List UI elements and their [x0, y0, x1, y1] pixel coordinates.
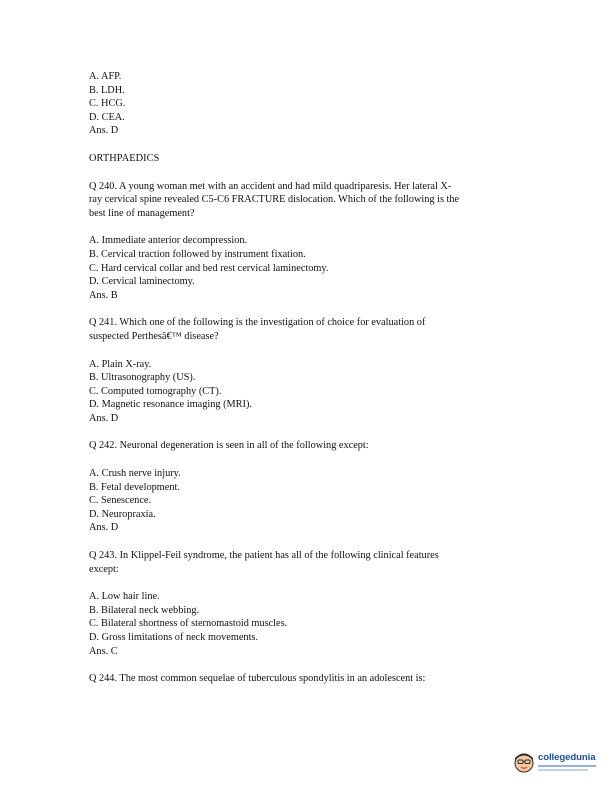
previous-question-options: [89, 70, 529, 138]
question-text: Q 244. The most common sequelae of tuberculous spondylitis in an adolescent is:: [89, 673, 426, 685]
question-block: [89, 316, 529, 425]
question-text: except:: [89, 563, 119, 575]
option: C. Computed tomography (CT).: [89, 385, 222, 397]
question-text: Q 241. Which one of the following is the investigation of choice for evaluation of: [89, 317, 426, 329]
option: B. Cervical traction followed by instrument fixation.: [89, 248, 306, 260]
option: B. Bilateral neck webbing.: [89, 604, 200, 616]
option: D. Cervical laminectomy.: [89, 276, 195, 288]
collegedunia-mascot-icon: [512, 750, 536, 774]
option: B. Ultrasonography (US).: [89, 372, 196, 384]
question-text: ray cervical spine revealed C5-C6 FRACTURE dislocation. Which of the following is the: [89, 194, 460, 206]
option: C. Senescence.: [89, 495, 152, 507]
question-text: suspected Perthesâ€™ disease?: [89, 330, 219, 342]
question-text: best line of management?: [89, 207, 195, 219]
logo-tagline-bar: [538, 769, 588, 771]
option: A. Crush nerve injury.: [89, 468, 181, 480]
answer: Ans. B: [89, 289, 118, 301]
option: A. Plain X-ray.: [89, 358, 152, 370]
option: B. Fetal development.: [89, 481, 180, 493]
question-block: [89, 439, 529, 535]
option: D. Neuropraxia.: [89, 508, 156, 520]
document-page: [89, 70, 529, 686]
option: C. HCG.: [89, 98, 126, 110]
answer: Ans. C: [89, 645, 118, 657]
section-heading: ORTHPAEDICS: [89, 152, 160, 164]
option: A. AFP.: [89, 71, 122, 82]
option: A. Immediate anterior decompression.: [89, 235, 248, 247]
answer: Ans. D: [89, 412, 119, 424]
collegedunia-logo[interactable]: [512, 750, 598, 776]
question-text: Q 240. A young woman met with an accident and had mild quadriparesis. Her lateral X-: [89, 180, 452, 192]
option: A. Low hair line.: [89, 591, 160, 603]
question-text: Q 243. In Klippel-Feil syndrome, the patient has all of the following clinical features: [89, 550, 439, 562]
option: D. Magnetic resonance imaging (MRI).: [89, 399, 252, 411]
option: B. LDH.: [89, 84, 125, 96]
question-text: Q 242. Neuronal degeneration is seen in all of the following except:: [89, 440, 369, 452]
question-block: [89, 180, 529, 303]
option: C. Hard cervical collar and bed rest cervical laminectomy.: [89, 262, 329, 274]
option: D. Gross limitations of neck movements.: [89, 632, 259, 643]
logo-tagline-bar: [538, 765, 596, 767]
logo-text: collegedunia: [538, 752, 596, 763]
question-block: [89, 672, 529, 686]
option: D. CEA.: [89, 111, 125, 123]
option: C. Bilateral shortness of sternomastoid muscles.: [89, 618, 288, 630]
answer: Ans. D: [89, 125, 119, 137]
question-block: [89, 549, 529, 658]
answer: Ans. D: [89, 522, 119, 534]
